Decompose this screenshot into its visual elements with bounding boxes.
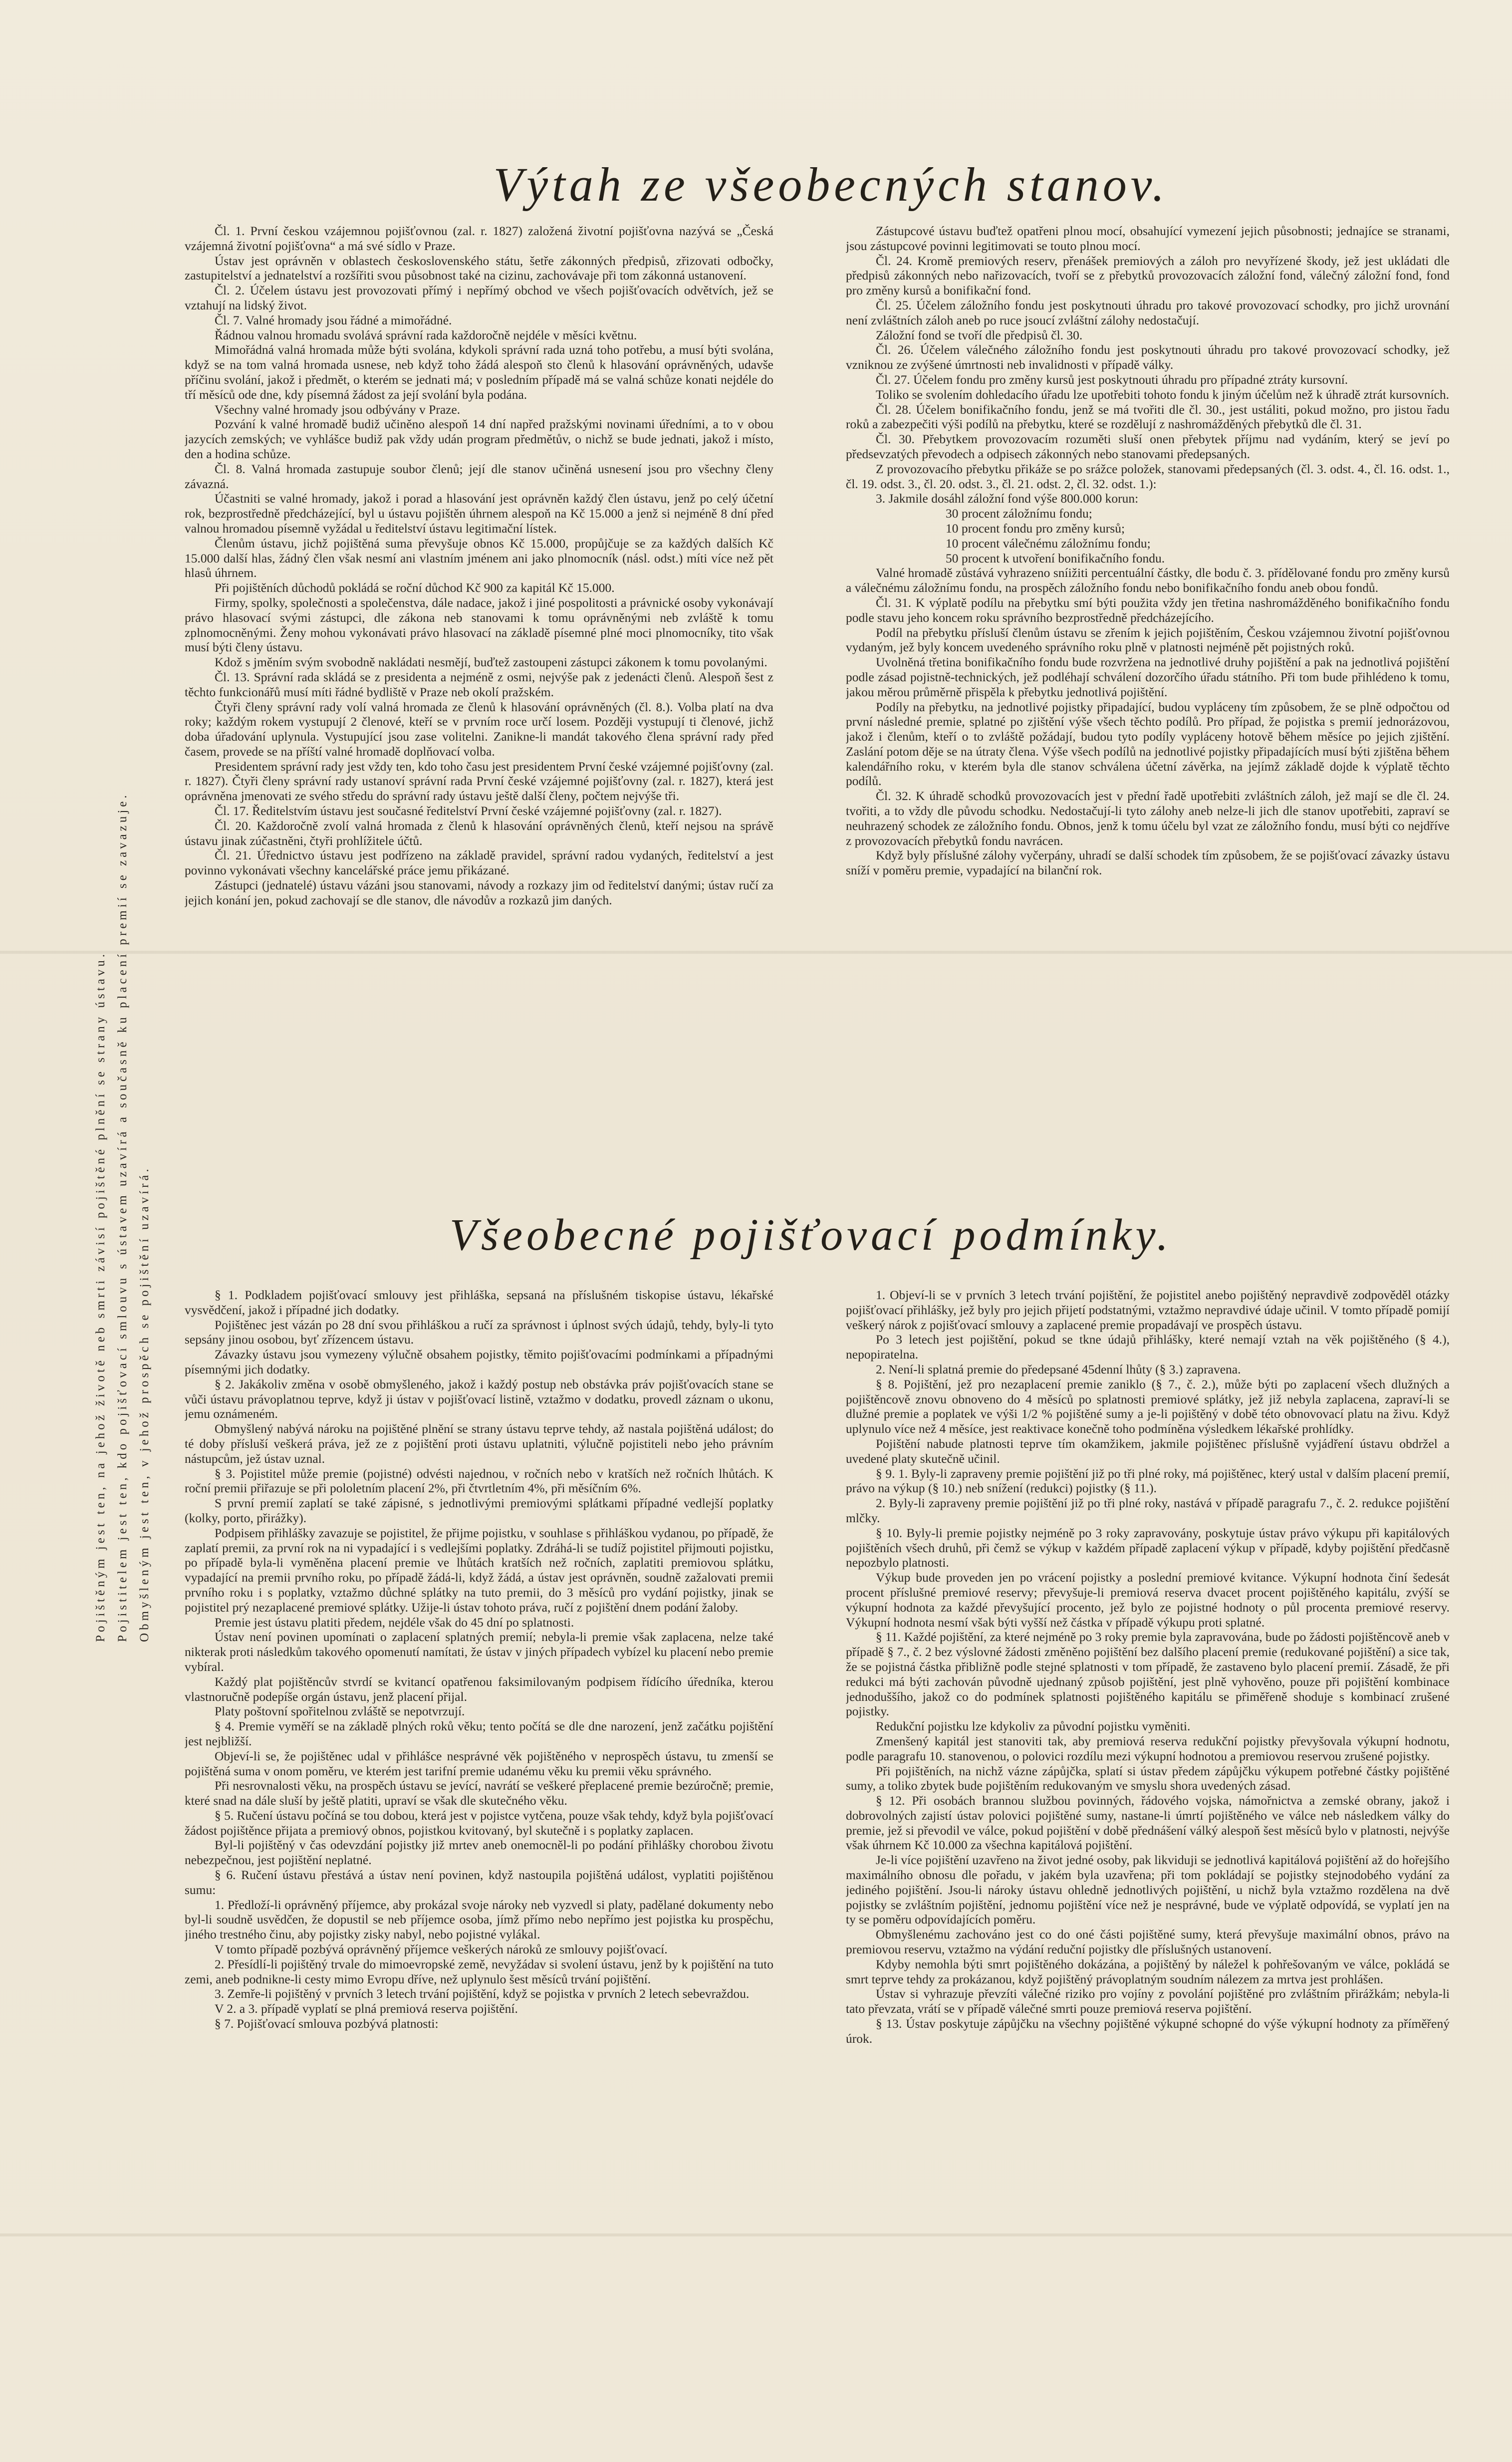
side-definition-1: Pojištěným jest ten, na jehož životě neb smrti závisí pojištěné plnění se strany ústavu.	[94, 951, 107, 1642]
paragraph: Zmenšený kapitál jest stanoviti tak, aby premiová reserva redukční pojistky převyšovala výkupní hodnotu, podle paragrafu 10. stanovenou, o polovici rozdílu mezi výkupní hodnotou a premiovou reservou zrušené pojistky.	[846, 1733, 1450, 1763]
paragraph: Z provozovacího přebytku přikáže se po srážce položek, stanovami předepsaných (čl. 3. odst. 4., čl. 16. odst. 1., čl. 19. odst. 3., čl. 20. odst. 3., čl. 21. odst. 2, čl. 32. odst. 1.):	[846, 461, 1450, 491]
paragraph: 2. Byly-li zapraveny premie pojištění již po tři plné roky, nastává v případě paragrafu 7., č. 2. redukce pojištění mlčky.	[846, 1496, 1450, 1525]
paragraph: Kdož s jměním svým svobodně nakládati nesmějí, buďtež zastoupeni zástupci zákonem k tomu povolanými.	[215, 655, 767, 670]
podminky-title: Všeobecné pojišťovací podmínky.	[450, 1210, 1172, 1260]
paragraph: 2. Přesídlí-li pojištěný trvale do mimoevropské země, nevyžádav si svolení ústavu, jenž by k pojištění na tuto zemi, aneb podnikne-li cesty mimo Evropu dříve, než uplynulo šest měsíců trvání pojištění.	[185, 1956, 773, 1986]
paragraph: 10 procent válečnému záložnímu fondu;	[946, 536, 1151, 550]
paragraph: 30 procent záložnímu fondu;	[946, 506, 1092, 521]
paragraph: Valné hromadě zůstává vyhrazeno sníižiti percentuální částky, dle bodu č. 3. přídělované fondu pro změny kursů a válečnému záložnímu fondu, na prospěch záložního fondu nebo bonifikačního fondu aneb obou fondů.	[846, 565, 1450, 595]
paragraph: Když byly příslušné zálohy vyčerpány, uhradí se další schodek tím způsobem, že se pojišťovací závazky ústavu sníží v poměru premie, vypadající na bilanční rok.	[846, 848, 1450, 878]
paragraph: § 4. Premie vyměří se na základě plných roků věku; tento počítá se dle dne narození, jenž začátku pojištění jest nejbližší.	[185, 1719, 773, 1748]
paragraph: Firmy, spolky, společnosti a společenstva, dále nadace, jakož i jiné pospolitosti a právnické osoby vykonávají právo hlasovací svými zástupci, dle zákona neb stanovami k tomu oprávněnými neb zvláště k tomu zplnomocněnými. Ženy mohou vykonávati právo hlasovací na základě písemné plné moci plnomocníky, tito však musí býti členy ústavu.	[185, 595, 773, 655]
paragraph: Byl-li pojištěný v čas odevzdání pojistky již mrtev aneb onemocněl-li po podání přihlášky chorobou životu nebezpečnou, jest pojištění neplatné.	[185, 1838, 773, 1868]
paragraph: Ústav jest oprávněn v oblastech československého státu, šetře zákonných předpisů, zřizovati odbočky, zastupitelství a jednatelství a rozšířiti svou působnost také na cizinu, zachovávaje při tom zákonná ustanovení.	[185, 253, 773, 283]
paragraph: § 13. Ústav poskytuje zápůjčku na všechny pojištěné výkupné schopné do výše výkupní hodnoty za příměřený úrok.	[846, 2016, 1450, 2046]
paragraph: Čl. 13. Správní rada skládá se z presidenta a nejméně z osmi, nejvýše pak z jedenácti členů. Alespoň šest z těchto funkcionářů musí míti řádné bydliště v Praze neb okolí pražském.	[185, 669, 773, 699]
podminky-right-column	[846, 1288, 1450, 2266]
stanovy-title: Výtah ze všeobecných stanov.	[493, 158, 1169, 211]
paragraph: § 11. Každé pojištění, za které nejméně po 3 roky premie byla zapravována, bude po žádosti pojištěncově aneb v případě § 7., č. 2 bez výslovné žádosti změněno pojištění bez dalšího placení premie (redukované pojištění) a sice tak, že se pojistná částka přibližně podle stejné splatnosti v tom případě, že zastaveno bylo placení premií. Zásadě, že při redukci má býti zachován původně ujednaný způsob pojištění, jest plně vyhověno, pouze při pojištění kombinace jednoduššího, jakož co do podmínek splatnosti pojištěného kapitálu se přiměřeně shoduje s kombinací zrušené pojistky.	[846, 1630, 1450, 1719]
paragraph: Premie jest ústavu platiti předem, nejdéle však do 45 dní po splatnosti.	[215, 1615, 574, 1630]
paragraph: 10 procent fondu pro změny kursů;	[946, 521, 1125, 536]
paragraph: Čl. 27. Účelem fondu pro změny kursů jest poskytnouti úhradu pro případné ztráty kursovní.	[876, 372, 1348, 387]
paragraph: Obmyšlený nabývá nároku na pojištěné plnění se strany ústavu teprve tehdy, až nastala pojištěná událost; do té doby přísluší veškerá práva, jež ze z pojištění proti ústavu uplatniti, výlučně pojistiteli nebo jeho právním nástupcům, jež ústav uznal.	[185, 1421, 773, 1466]
paragraph: Při nesrovnalosti věku, na prospěch ústavu se jevící, navrátí se veškeré přeplacené premie bezúročně; premie, které snad na dále sluší by ještě platiti, upraví se však dle skutečného věku.	[185, 1778, 773, 1808]
paragraph: Pojištěnec jest vázán po 28 dní svou přihláškou a ručí za správnost i úplnost svých údajů, tehdy, byly-li tyto sepsány jinou osobou, byť zřízencem ústavu.	[185, 1317, 773, 1347]
paragraph: Čl. 7. Valné hromady jsou řádné a mimořádné.	[215, 312, 452, 327]
paragraph: Všechny valné hromady jsou odbývány v Praze.	[215, 402, 461, 417]
paragraph: 3. Jakmile dosáhl záložní fond výše 800.000 korun:	[876, 491, 1139, 506]
paragraph: Záložní fond se tvoří dle předpisů čl. 30.	[876, 327, 1083, 342]
paragraph: Podíly na přebytku, na jednotlivé pojistky připadající, budou vypláceny tím způsobem, že se plně odpočtou od první následné premie, splatné po zjištění výše všech těchto podílů. Pro případ, že pojistka s premií jednorázovou, jakož i členům, kteří o to zvláště požádají, budou tyto podíly vypláceny hotově během měsíce po jejich zjištění. Zaslání potom děje se na útraty člena. Výše všech podílů na jednotlivé pojistky připadajících musí býti zjištěna během kalendářního roku, v kterém byla dle stanov schválena účetní závěrka, na jejímž základě dojde k výplatě těchto podílů.	[846, 699, 1450, 789]
paragraph: Čl. 20. Každoročně zvolí valná hromada z členů k hlasování oprávněných členů, kteří nejsou na správě ústavu jinak zúčastněni, čtyři prohlížitele účtů.	[185, 818, 773, 848]
paragraph: Kdyby nemohla býti smrt pojištěného dokázána, a pojištěný by náležel k pohřešovaným ve válce, pokládá se smrt teprve tehdy za prokázanou, když pojištěný právoplatným soudním nálezem za mrtva jest prohlášen.	[846, 1956, 1450, 1986]
stanovy-right-column	[846, 224, 1450, 1169]
paragraph: Zástupcové ústavu buďtež opatřeni plnou mocí, obsahující vymezení jejich působnosti; jednajíce se stranami, jsou zástupcové povinni legitimovati se touto plnou mocí.	[846, 224, 1450, 253]
paragraph: Uvolněná třetina bonifikačního fondu bude rozvržena na jednotlivé druhy pojištění a pak na jednotlivá pojištění podle zásad pojistně-technických, jež podléhají schválení dozorčího úřadu státního. Při tom bude přihlédeno k tomu, jakou měrou průměrně přispěla k přebytku jednotlivá pojištění.	[846, 655, 1450, 699]
paragraph: 50 procent k utvoření bonifikačního fondu.	[946, 550, 1165, 565]
paragraph: Čl. 31. K výplatě podílu na přebytku smí býti použita vždy jen třetina nashromážděného bonifikačního fondu podle stavu jeho koncem roku správního bezprostředně předcházejícího.	[846, 595, 1450, 625]
paragraph: Podíl na přebytku přísluší členům ústavu se zřením k jejich pojištěním, Českou vzájemnou životní pojišťovnou vydaným, jež byly koncem uvedeného správního roku plně v platnosti nejméně pět pojistných roků.	[846, 625, 1450, 655]
paragraph: § 7. Pojišťovací smlouva pozbývá platnosti:	[215, 2016, 439, 2031]
paragraph: Presidentem správní rady jest vždy ten, kdo toho času jest presidentem První české vzájemné pojišťovny (zal. r. 1827). Čtyři členy správní rady ustanoví správní rada První české vzájemné pojišťovny (zal. r. 1827), která jest oprávněna jmenovati ze svého středu do správní rady ústavu ještě další členy, počtem nejvýše tři.	[185, 759, 773, 804]
paragraph: § 1. Podkladem pojišťovací smlouvy jest přihláška, sepsaná na příslušném tiskopise ústavu, lékařské vysvědčení, jakož i případné jich dodatky.	[185, 1288, 773, 1317]
paragraph: Toliko se svolením dohledacího úřadu lze upotřebiti tohoto fondu k jiným účelům než k úhradě ztrát kursovních.	[876, 387, 1449, 402]
paragraph: Je-li více pojištění uzavřeno na život jedné osoby, pak likviduji se jednotlivá kapitálová pojištění až do hořejšího maximálního obnosu dle pořadu, v jakém byla uzavřena; při tom pokládají se pojistky stejnodobého vydání za jediného pojištění. Jsou-li nároky ústavu ohledně jednotlivých pojištění, u nichž byla vztažmo rozdělena na dvě pojistky se zvláštním pojištění, jednomu pojištění více než je nesprávné, bude ve výplatě odpovídá, se vyplatí jen na ty se poměru odpovídajících poměru.	[846, 1853, 1450, 1927]
paragraph: Čl. 1. První českou vzájemnou pojišťovnou (zal. r. 1827) založená životní pojišťovna nazývá se „Česká vzájemná životní pojišťovna“ a má své sídlo v Praze.	[185, 224, 773, 253]
paragraph: Podpisem přihlášky zavazuje se pojistitel, že přijme pojistku, v souhlase s přihláškou vydanou, po případě, že zaplatí premii, za první rok na ni vypadající i s vedlejšími poplatky. Zdráhá-li se tudíž pojistitel přijmouti pojistku, po případě byla-li vyměněna placení premie ve lhůtách kratších než ročních, zaplatiti premiovou splátku, vypadající na premii prvního roku, po případě žádá-li, když žádá, a ústav jest oprávněn, soudně zažalovati premii prvního roku i s poplatky, vztažmo důchné splátky na tuto premii, do 3 měsíců pro vydání pojistky, jinak se pojistitel prý nezaplacené premiové splátky. Užije-li ústav tohoto práva, ručí z pojištění dnem podání žaloby.	[185, 1525, 773, 1615]
paragraph: Řádnou valnou hromadu svolává správní rada každoročně nejdéle v měsíci květnu.	[215, 327, 637, 342]
paragraph: Ústav si vyhrazuje převzíti válečné riziko pro vojíny z povolání pojištěné pro zvláštním přirážkám; nebyla-li tato převzata, vrátí se v případě válečné smrti pouze premiová reserva pojištění.	[846, 1986, 1450, 2016]
paragraph: § 8. Pojištění, jež pro nezaplacení premie zaniklo (§ 7., č. 2.), může býti po zaplacení všech dlužných a pojištěncově znovu obnoveno do 4 měsíců po splatnosti premiové splátky, jež již nebyla zaplacena, zapraví-li se dlužné premie a poplatek ve výši 1/2 % pojištěné sumy a je-li pojištěný v době této obnovovací platu na živu. Když uplynulo více než 4 měsíce, jest reaktivace konečně toho podmíněna výsledkem lékařské prohlídky.	[846, 1376, 1450, 1436]
paragraph: Pojištění nabude platnosti teprve tím okamžikem, jakmile pojištěnec příslušně vyjádření ústavu obdržel a uvedené platy skutečně učinil.	[846, 1436, 1450, 1466]
paragraph: Čl. 25. Účelem záložního fondu jest poskytnouti úhradu pro takové provozovací schodky, pro jichž urovnání není zvláštních záloh aneb po ruce jsoucí zvláštní zálohy nedostačují.	[846, 297, 1450, 327]
paragraph: § 9. 1. Byly-li zapraveny premie pojištění již po tři plné roky, má pojištěnec, který ustal v dalším placení premií, právo na výkup (§ 10.) neb snížení (redukci) pojistky (§ 11.).	[846, 1466, 1450, 1496]
paragraph: § 5. Ručení ústavu počíná se tou dobou, která jest v pojistce vytčena, pouze však tehdy, když byla pojišťovací žádost pojištěnce přijata a premiový obnos, pojistkou kvitovaný, byl skutečně i s poplatky zaplacen.	[185, 1808, 773, 1838]
paragraph: § 2. Jakákoliv změna v osobě obmyšleného, jakož i každý postup neb obstávka práv pojišťovacích stane se vůči ústavu právoplatnou teprve, když ji ústav v pojišťovací listině, vztažmo v dodatku, provedl záznam o ukonu, jemu oznámeném.	[185, 1376, 773, 1421]
paragraph: § 6. Ručení ústavu přestává a ústav není povinen, když nastoupila pojištěná událost, vyplatiti pojištěnou sumu:	[185, 1868, 773, 1897]
paragraph: § 10. Byly-li premie pojistky nejméně po 3 roky zapravovány, poskytuje ústav právo výkupu při kapitálových pojištěních všech druhů, při čemž se výkup v každém případě zaplacení výkup v případě, kdyby pojištění předčasně nepozbylo platnosti.	[846, 1525, 1450, 1570]
paragraph: Čtyři členy správní rady volí valná hromada ze členů k hlasování oprávněných (čl. 8.). Volba platí na dva roky; každým rokem vystupují 2 členové, kteří se v prvním roce určí losem. Později vystupují ti členové, jichž doba úřadování uplynula. Vystupující jsou zase volitelni. Zanikne-li mandát takového člena správní rady před časem, provede se na příští valné hromadě doplňovací volba.	[185, 699, 773, 759]
paragraph: Po 3 letech jest pojištění, pokud se tkne údajů přihlášky, které nemají vztah na věk pojištěného (§ 4.), nepopiratelna.	[846, 1332, 1450, 1362]
side-definition-3: Obmyšleným jest ten, v jehož prospěch se pojištění uzavírá.	[138, 1166, 151, 1642]
paragraph: Čl. 2. Účelem ústavu jest provozovati přímý i nepřímý obchod ve všech pojišťovacích odvětvích, jež se vztahují na lidský život.	[185, 283, 773, 312]
paragraph: Platy poštovní spořitelnou zvláště se nepotvrzují.	[215, 1704, 465, 1719]
paragraph: S první premií zaplatí se také zápisné, s jednotlivými premiovými splátkami případné vedlejší poplatky (kolky, porto, přirážky).	[185, 1496, 773, 1525]
paragraph: Mimořádná valná hromada může býti svolána, kdykoli správní rada uzná toho potřebu, a musí býti svolána, když se na tom valná hromada usnese, neb když toho žádá alespoň sto členů k hlasování oprávněných, udavše příčinu svolání, jakož i předmět, o kterém se jednati má; v posledním případě má se valná schůze konati nejdéle do tří měsíců ode dne, kdy písemná žádost za její svolání byla podána.	[185, 342, 773, 402]
paragraph: V tomto případě pozbývá oprávněný příjemce veškerých nároků ze smlouvy pojišťovací.	[215, 1942, 668, 1957]
paragraph: 1. Objeví-li se v prvních 3 letech trvání pojištění, že pojistitel anebo pojištěný nepravdivě zodpověděl otázky pojišťovací přihlášky, jež byly pro jejich přijetí podstatnými, vztažmo nepravdivé údaje učinil. V tomto případě pomijí veškerý nárok z pojišťovací smlouvy a zaplacené premie propadávají ve prospěch ústavu.	[846, 1288, 1450, 1332]
paragraph: Při pojištěních, na nichž vázne zápůjčka, splatí si ústav předem zápůjčku výkupem potřebné částky pojištěné sumy, a toliko zbytek bude pojištěním redukovaným ve smyslu shora uvedených zásad.	[846, 1763, 1450, 1793]
paragraph: 2. Není-li splatná premie do předepsané 45denní lhůty (§ 3.) zapravena.	[876, 1362, 1241, 1376]
paragraph: Závazky ústavu jsou vymezeny výlučně obsahem pojistky, těmito pojišťovacími podmínkami a případnými písemnými jich dodatky.	[185, 1347, 773, 1376]
paragraph: Členům ústavu, jichž pojištěná suma převyšuje obnos Kč 15.000, propůjčuje se za každých dalších Kč 15.000 další hlas, žádný člen však nesmí ani vlastním jménem ani jako plnomocník (násl. odst.) míti více než pět hlasů úhrnem.	[185, 536, 773, 580]
paragraph: 3. Zemře-li pojištěný v prvních 3 letech trvání pojištění, když se pojistka v prvních 2 letech sebevraždou.	[215, 1986, 750, 2001]
paragraph: Pozvání k valné hromadě budiž učiněno alespoň 14 dní napřed pražskými novinami úředními, a to v obou jazycích zemských; ve vyhlášce budiž pak vždy udán program předmětův, o nichž se bude jednati, jakož i místo, den a hodina schůze.	[185, 417, 773, 461]
paragraph: Obmyšlenému zachováno jest co do oné části pojištěné sumy, která převyšuje maximální obnos, právo na premiovou reservu, vztažmo na výdání reduční pojistky dle příslušných ustanovení.	[846, 1927, 1450, 1957]
paragraph: Ústav není povinen upomínati o zaplacení splatných premií; nebyla-li premie však zaplacena, nelze také nikterak proti následkům takového opomenutí namítati, že ústav v jiných případech vybízel ku placení nebo premie vybíral.	[185, 1630, 773, 1674]
paragraph: § 3. Pojistitel může premie (pojistné) odvésti najednou, v ročních nebo v kratších než ročních lhůtách. K roční premii přiřazuje se při pololetním placení 2%, při čtvrtletním 4%, při měsíčním 6%.	[185, 1466, 773, 1496]
paragraph: Čl. 21. Úřednictvo ústavu jest podřízeno na základě pravidel, správní radou vydaných, ředitelství a jest povinno vykonávati všechny kancelářské práce jemu přikázané.	[185, 848, 773, 878]
paragraph: Účastniti se valné hromady, jakož i porad a hlasování jest oprávněn každý člen ústavu, jenž po celý účetní rok, bezprostředně předcházející, byl u ústavu pojištěn úhrnem alespoň na Kč 15.000 a jenž si nejméně 8 dní před valnou hromadou písemně vyžádal u ředitelství ústavu legitimační lístek.	[185, 491, 773, 536]
paragraph: Čl. 24. Kromě premiových reserv, přenášek premiových a záloh pro nevyřízené škody, jež jest ukládati dle předpisů zákonných nebo nařizovacích, tvoří se z přebytků provozovacích záložní fond, válečný záložní fond, fond pro změny kursů a bonifikační fond.	[846, 253, 1450, 298]
paragraph: V 2. a 3. případě vyplatí se plná premiová reserva pojištění.	[215, 2001, 518, 2016]
stanovy-left-column	[185, 224, 773, 1169]
paragraph: Čl. 28. Účelem bonifikačního fondu, jenž se má tvořiti dle čl. 30., jest ustáliti, pokud možno, pro jistou řadu roků a zabezpečiti výši podílů na přebytku, které se rozdělují z nashromážděných přebytků dle čl. 31.	[846, 402, 1450, 432]
paragraph: Čl. 8. Valná hromada zastupuje soubor členů; její dle stanov učiněná usnesení jsou pro všechny členy závazná.	[185, 461, 773, 491]
paragraph: Čl. 26. Účelem válečného záložního fondu jest poskytnouti úhradu pro takové provozovací schodky, jež vzniknou ze zvýšené úmrtnosti neb invalidnosti v případě války.	[846, 342, 1450, 372]
paragraph: Čl. 17. Ředitelstvím ústavu jest současné ředitelství První české vzájemné pojišťovny (zal. r. 1827).	[215, 804, 722, 819]
paragraph: § 12. Při osobách brannou službou povinných, řádového vojska, námořnictva a zemské obrany, jakož i dobrovolných zajistí ústav polovici pojištěné sumy, nastane-li úmrtí pojištěného ve válce neb následkem války do premie, jež si převodil ve válce, pokud pojištění v době přednášení válký alespoň šest měsíců bylo v platnosti, nejvýše však úhrnem Kč 10.000 za všechna kapitálová pojištění.	[846, 1793, 1450, 1853]
podminky-left-column	[185, 1288, 773, 2266]
paragraph: Objeví-li se, že pojištěnec udal v přihlášce nesprávné věk pojištěného v neprospěch ústavu, tu zmenší se pojištěná suma v onom poměru, ve kterém jest tarifní premie udanému věku ku premii věku správného.	[185, 1748, 773, 1778]
paragraph: Výkup bude proveden jen po vrácení pojistky a poslední premiové kvitance. Výkupní hodnota činí šedesát procent příslušné premiové reservy; převyšuje-li premiová reserva dvacet procent pojištěného kapitálu, zvýší se výkupní hodnota za každé převyšující procento, jež bylo ze pojistné hodnoty o půl procenta premiové reservy. Výkupní hodnota nesmí však býti vyšší než částka v případě výkupu proti splatné.	[846, 1570, 1450, 1630]
paragraph: Čl. 32. K úhradě schodků provozovacích jest v přední řadě upotřebiti zvláštních záloh, jež mají se dle čl. 24. tvořiti, a to vždy dle původu schodku. Nedostačují-li tyto zálohy aneb nelze-li jich dle stanov upotřebiti, zapraví se neuhrazený schodek ze záložního fondu. Obnos, jenž k tomu účelu byl vzat ze záložního fondu, musí býti co nejdříve z provozovacích přebytků fondu navrácen.	[846, 789, 1450, 848]
paragraph: Redukční pojistku lze kdykoliv za původní pojistku vyměniti.	[876, 1719, 1191, 1734]
paragraph: Každý plat pojištěncův stvrdí se kvitancí opatřenou faksimilovaným podpisem řídícího úředníka, kterou vlastnoručně podepíše orgán ústavu, jenž placení přijal.	[185, 1674, 773, 1704]
paragraph: Při pojištěních důchodů pokládá se roční důchod Kč 900 za kapitál Kč 15.000.	[215, 580, 615, 595]
paragraph: Zástupci (jednatelé) ústavu vázáni jsou stanovami, návody a rozkazy jim od ředitelství danými; ústav ručí za jejich konání jen, pokud zachovají se dle stanov, dle návodův a rozkazů jim daných.	[185, 878, 773, 907]
paragraph: Čl. 30. Přebytkem provozovacím rozuměti sluší onen přebytek příjmu nad vydáním, který se jeví po předsevzatých převodech a odpisech zákonných nebo stanovami předepsaných.	[846, 432, 1450, 461]
paragraph: 1. Předloží-li oprávněný příjemce, aby prokázal svoje nároky neb vyzvedl si platy, padělané dokumenty nebo byl-li soudně usvědčen, že dopustil se neb příjemce osoba, jímž přímo nebo nepřímo jest pojistka ku prospěchu, jiného trestného činu, aby pojistky zisky nabyl, nebo pojistné vylákal.	[185, 1897, 773, 1942]
side-definition-2: Pojistitelem jest ten, kdo pojišťovací smlouvu s ústavem uzavírá a současně ku placení premií se zavazuje.	[116, 792, 129, 1642]
